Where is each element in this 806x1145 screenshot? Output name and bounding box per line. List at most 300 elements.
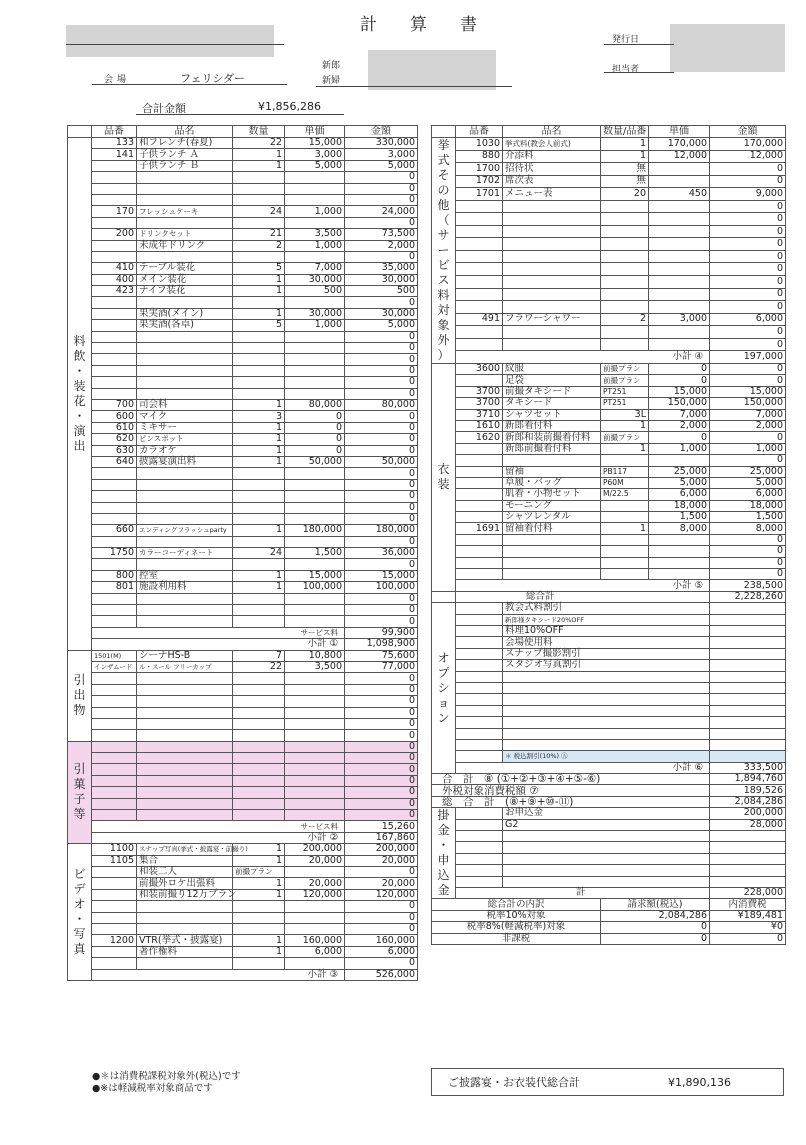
- option-name: 料理10%OFF: [503, 625, 710, 636]
- item-code: 3600: [456, 364, 503, 375]
- item-amount: 18,000: [710, 500, 786, 511]
- item-name: [503, 238, 601, 251]
- subtotal-value: 526,000: [345, 969, 418, 980]
- table-row: [432, 523, 786, 534]
- item-qty: 1: [233, 855, 285, 866]
- item-qty: PB117: [601, 466, 649, 477]
- venue-label: 会場: [104, 75, 131, 85]
- item-name: [137, 764, 233, 775]
- table-row: [68, 183, 418, 194]
- table-row: [68, 946, 418, 957]
- blank: [456, 694, 503, 705]
- item-qty: 20: [601, 188, 649, 201]
- section-label-char: シ: [437, 680, 450, 695]
- table-row: [68, 274, 418, 285]
- item-name: [137, 923, 233, 934]
- item-amount: 15,000: [710, 386, 786, 397]
- section-label: [432, 808, 456, 899]
- note-line: ●※は軽減税率対象商品です: [92, 1083, 213, 1094]
- item-qty: [601, 338, 649, 351]
- blank: [710, 751, 786, 762]
- item-qty: 1: [601, 138, 649, 151]
- item-amount: 0: [345, 559, 418, 570]
- item-unit-price: 6,000: [649, 489, 710, 500]
- section-label-char: オ: [437, 650, 450, 665]
- item-name: 席次表: [503, 175, 601, 188]
- table-row: [432, 455, 786, 466]
- item-amount: 0: [345, 593, 418, 604]
- table-row: [432, 534, 786, 545]
- item-name: [503, 326, 601, 339]
- blank: [456, 648, 503, 659]
- item-code: [92, 354, 137, 365]
- section-label-char: そ: [437, 168, 450, 182]
- item-amount: 0: [710, 175, 786, 188]
- section-label-char: 料: [437, 288, 450, 302]
- item-qty: [601, 512, 649, 523]
- item-qty: 1: [233, 844, 285, 855]
- item-amount: 170,000: [710, 138, 786, 151]
- table-row: [432, 637, 786, 648]
- item-qty: 24: [233, 548, 285, 559]
- blank: [710, 603, 786, 614]
- table-row: [68, 434, 418, 445]
- item-name: 介添料: [503, 150, 601, 163]
- item-code: [92, 320, 137, 331]
- item-qty: 7: [233, 650, 285, 661]
- item-qty: 1: [233, 160, 285, 171]
- item-code: [92, 741, 137, 752]
- item-qty: 1: [233, 935, 285, 946]
- item-unit-price: 1,000: [285, 320, 345, 331]
- item-name: [137, 616, 233, 627]
- item-unit-price: [649, 301, 710, 314]
- note-line: ●＊は消費税課税対象外(税込)です: [92, 1071, 241, 1082]
- item-unit-price: [285, 718, 345, 729]
- table-row: [68, 844, 418, 855]
- deposit-amount: [710, 831, 786, 842]
- option-name: [503, 728, 710, 739]
- section-label-char: 申: [437, 853, 450, 868]
- breakdown-tax: ¥189,481: [710, 910, 786, 921]
- column-header: 単価: [649, 126, 710, 138]
- redacted-couple-names: [368, 50, 496, 90]
- table-row: [68, 878, 418, 889]
- section-label-char: 料: [73, 333, 86, 348]
- item-amount: 0: [710, 238, 786, 251]
- section-label-char: の: [437, 183, 450, 197]
- item-amount: 0: [710, 338, 786, 351]
- service-row: [68, 821, 418, 832]
- redacted-issue-date: [670, 24, 785, 72]
- table-row: [432, 225, 786, 238]
- item-unit-price: 20,000: [285, 855, 345, 866]
- item-name: 新郎着付料: [503, 420, 601, 431]
- item-name: スナップ写真(挙式・披露宴・前撮り): [137, 844, 233, 855]
- item-amount: 180,000: [345, 525, 418, 536]
- table-row: [432, 150, 786, 163]
- item-unit-price: 200,000: [285, 844, 345, 855]
- item-amount: 0: [710, 432, 786, 443]
- item-amount: 0: [345, 718, 418, 729]
- table-row: [68, 889, 418, 900]
- item-code: [92, 867, 137, 878]
- item-amount: 50,000: [345, 456, 418, 467]
- column-header: 品名: [137, 126, 233, 138]
- table-row: [68, 411, 418, 422]
- item-code: [92, 194, 137, 205]
- item-qty: [233, 696, 285, 707]
- item-code: 1702: [456, 175, 503, 188]
- item-amount: 0: [345, 684, 418, 695]
- item-unit-price: [285, 251, 345, 262]
- item-amount: 0: [345, 354, 418, 365]
- item-unit-price: [285, 707, 345, 718]
- item-unit-price: [285, 331, 345, 342]
- item-amount: 2,000: [710, 420, 786, 431]
- item-qty: [233, 536, 285, 547]
- item-unit-price: 0: [649, 375, 710, 386]
- grand-total-box: [431, 1068, 784, 1096]
- right-table: [431, 125, 786, 945]
- table-row: [68, 901, 418, 912]
- item-qty: [233, 331, 285, 342]
- section-label-char: サ: [437, 228, 450, 242]
- item-unit-price: [285, 696, 345, 707]
- deposit-row: [432, 819, 786, 830]
- item-code: [92, 810, 137, 821]
- item-name: 前撮タキシード: [503, 386, 601, 397]
- item-amount: 150,000: [710, 398, 786, 409]
- section-label-char: 込: [437, 868, 450, 883]
- item-amount: 0: [345, 468, 418, 479]
- table-row: [432, 603, 786, 614]
- option-name: [503, 694, 710, 705]
- item-name: [137, 798, 233, 809]
- item-code: [92, 958, 137, 969]
- item-amount: 0: [345, 297, 418, 308]
- item-name: ナイフ装花: [137, 286, 233, 297]
- deposit-amount: [710, 853, 786, 864]
- table-row: [68, 764, 418, 775]
- item-unit-price: 10,800: [285, 650, 345, 661]
- item-name: [137, 331, 233, 342]
- section-label-char: ・: [73, 912, 86, 927]
- item-unit-price: [285, 673, 345, 684]
- table-row: [68, 741, 418, 752]
- breakdown-header-cell: 総合計の内訳: [432, 899, 601, 910]
- item-code: [92, 684, 137, 695]
- deposit-amount: [710, 865, 786, 876]
- table-row: [432, 188, 786, 201]
- item-unit-price: [649, 569, 710, 580]
- section-label-char: 物: [73, 703, 86, 718]
- item-name: 集合: [137, 855, 233, 866]
- item-name: 果実酒(各卓): [137, 320, 233, 331]
- item-amount: 15,000: [345, 570, 418, 581]
- item-unit-price: 500: [285, 286, 345, 297]
- staff-label: 担当者: [612, 65, 640, 75]
- item-code: [92, 878, 137, 889]
- header-row: [68, 126, 418, 138]
- table-row: [68, 206, 418, 217]
- item-name: 子供ランチ Ｂ: [137, 160, 233, 171]
- item-unit-price: [285, 172, 345, 183]
- item-unit-price: [649, 338, 710, 351]
- column-header: 数量: [233, 126, 285, 138]
- item-qty: [601, 225, 649, 238]
- blank: [456, 751, 503, 762]
- item-qty: 1: [601, 443, 649, 454]
- item-name: カラオケ: [137, 445, 233, 456]
- item-qty: [233, 297, 285, 308]
- section-label-char: 菓: [73, 777, 86, 792]
- item-code: [92, 889, 137, 900]
- item-qty: 1: [233, 149, 285, 160]
- item-code: [456, 534, 503, 545]
- summary-row: [432, 796, 786, 807]
- item-unit-price: 0: [285, 411, 345, 422]
- item-unit-price: 1,000: [285, 240, 345, 251]
- item-name: メニュー表: [503, 188, 601, 201]
- item-amount: 6,000: [710, 313, 786, 326]
- item-qty: 5: [233, 263, 285, 274]
- table-row: [432, 682, 786, 693]
- section-label-char: ー: [437, 243, 450, 257]
- item-amount: 0: [710, 301, 786, 314]
- table-row: [432, 660, 786, 671]
- table-row: [68, 308, 418, 319]
- item-amount: 500: [345, 286, 418, 297]
- item-name: ル・スール フリーカップ: [137, 661, 233, 672]
- section-label-char: ン: [437, 710, 450, 725]
- item-unit-price: 1,000: [285, 206, 345, 217]
- item-amount: 0: [345, 901, 418, 912]
- table-row: [68, 605, 418, 616]
- item-unit-price: 0: [649, 432, 710, 443]
- section-label-char: ・: [73, 363, 86, 378]
- item-name: フラワーシャワー: [503, 313, 601, 326]
- item-name: [503, 557, 601, 568]
- column-header: 品名: [503, 126, 601, 138]
- table-row: [432, 728, 786, 739]
- item-unit-price: [285, 502, 345, 513]
- item-name: 留袖着付料: [503, 523, 601, 534]
- blank: [456, 819, 503, 830]
- table-row: [68, 912, 418, 923]
- section-label: [68, 650, 92, 741]
- item-unit-price: 15,000: [285, 570, 345, 581]
- item-qty: [233, 354, 285, 365]
- item-unit-price: [285, 194, 345, 205]
- deposit-name: [503, 853, 710, 864]
- item-code: [92, 491, 137, 502]
- item-name: 草履・バッグ: [503, 477, 601, 488]
- item-unit-price: [649, 213, 710, 226]
- item-code: [456, 443, 503, 454]
- table-row: [68, 172, 418, 183]
- item-amount: 5,000: [345, 160, 418, 171]
- item-name: [137, 479, 233, 490]
- item-amount: 73,500: [345, 229, 418, 240]
- item-qty: [233, 559, 285, 570]
- item-unit-price: [285, 217, 345, 228]
- item-amount: 0: [345, 867, 418, 878]
- section-label-char: 等: [73, 807, 86, 822]
- item-amount: 0: [345, 331, 418, 342]
- column-header: 単価: [285, 126, 345, 138]
- item-code: 423: [92, 286, 137, 297]
- item-amount: 0: [345, 775, 418, 786]
- item-amount: 9,000: [710, 188, 786, 201]
- subtotal-row: [432, 580, 786, 591]
- summary-value: 1,894,760: [710, 774, 786, 785]
- section-label-char: プ: [437, 665, 450, 680]
- item-qty: [233, 958, 285, 969]
- item-qty: [233, 251, 285, 262]
- item-code: [92, 946, 137, 957]
- item-code: 1620: [456, 432, 503, 443]
- table-row: [68, 513, 418, 524]
- item-unit-price: [285, 354, 345, 365]
- item-qty: [233, 491, 285, 502]
- item-name: 施設利用料: [137, 582, 233, 593]
- item-qty: [601, 557, 649, 568]
- item-name: カラーコーディネート: [137, 548, 233, 559]
- item-name: [137, 741, 233, 752]
- table-row: [68, 787, 418, 798]
- deposit-amount: [710, 842, 786, 853]
- item-name: [503, 569, 601, 580]
- item-amount: 0: [345, 251, 418, 262]
- item-code: 200: [92, 229, 137, 240]
- item-code: [456, 213, 503, 226]
- breakdown-header-cell: 請求額(税込): [601, 899, 710, 910]
- table-row: [68, 229, 418, 240]
- item-code: 620: [92, 434, 137, 445]
- table-row: [432, 443, 786, 454]
- item-qty: 1: [233, 286, 285, 297]
- table-row: [432, 288, 786, 301]
- section-label: [68, 741, 92, 844]
- item-name: 未成年ドリンク: [137, 240, 233, 251]
- item-amount: 0: [345, 411, 418, 422]
- option-name: 会場使用料: [503, 637, 710, 648]
- item-amount: 0: [345, 479, 418, 490]
- item-code: 141: [92, 149, 137, 160]
- blank: [456, 614, 503, 625]
- item-name: [137, 593, 233, 604]
- table-row: [68, 616, 418, 627]
- section-label-char: 金: [437, 823, 450, 838]
- item-code: [92, 696, 137, 707]
- item-name: [137, 753, 233, 764]
- subtotal-label: 小計 ④: [456, 351, 710, 364]
- item-code: [456, 276, 503, 289]
- section-label-char: 真: [73, 942, 86, 957]
- blank: [456, 637, 503, 648]
- section-label-char: 演: [73, 423, 86, 438]
- table-row: [68, 935, 418, 946]
- item-qty: 2: [601, 313, 649, 326]
- item-code: [92, 923, 137, 934]
- item-code: [456, 489, 503, 500]
- section-label-char: 出: [73, 438, 86, 453]
- subtotal-value: 1,098,900: [345, 639, 418, 650]
- item-amount: 0: [345, 434, 418, 445]
- item-name: [137, 217, 233, 228]
- section-label-char: 装: [73, 378, 86, 393]
- item-qty: [233, 741, 285, 752]
- item-amount: 0: [710, 534, 786, 545]
- item-code: 660: [92, 525, 137, 536]
- item-amount: 0: [710, 200, 786, 213]
- item-code: [92, 753, 137, 764]
- subtotal-label: 小計 ③: [92, 969, 345, 980]
- table-row: [68, 194, 418, 205]
- section-label-char: 掛: [437, 808, 450, 823]
- item-amount: 0: [345, 787, 418, 798]
- item-name: VTR(挙式・披露宴): [137, 935, 233, 946]
- item-unit-price: [649, 163, 710, 176]
- table-row: [432, 569, 786, 580]
- item-name: 和装前撮り12万プラン: [137, 889, 233, 900]
- groom-label: 新郎: [322, 61, 341, 71]
- item-code: 801: [92, 582, 137, 593]
- item-amount: 0: [710, 250, 786, 263]
- item-name: [137, 912, 233, 923]
- item-unit-price: 1,500: [649, 512, 710, 523]
- item-qty: 1: [233, 946, 285, 957]
- blank: [710, 637, 786, 648]
- item-code: [92, 172, 137, 183]
- item-unit-price: 180,000: [285, 525, 345, 536]
- item-unit-price: [285, 468, 345, 479]
- item-code: [92, 331, 137, 342]
- item-unit-price: [285, 616, 345, 627]
- blank: [710, 625, 786, 636]
- item-qty: [601, 213, 649, 226]
- table-row: [432, 705, 786, 716]
- item-code: 640: [92, 456, 137, 467]
- table-row: [432, 420, 786, 431]
- blank: [432, 591, 456, 602]
- item-code: 1030: [456, 138, 503, 151]
- item-name: [503, 225, 601, 238]
- summary-value: 2,084,286: [710, 796, 786, 807]
- blank: [710, 728, 786, 739]
- item-code: 800: [92, 570, 137, 581]
- option-name: ＊ 税込割引(10%) Ⓐ: [503, 751, 710, 762]
- table-row: [432, 432, 786, 443]
- blank: [710, 739, 786, 750]
- item-name: モーニング: [503, 500, 601, 511]
- item-amount: 100,000: [345, 582, 418, 593]
- item-name: [137, 707, 233, 718]
- item-name: [137, 365, 233, 376]
- item-qty: [233, 513, 285, 524]
- blank: [456, 853, 503, 864]
- deposit-name: [503, 831, 710, 842]
- deposit-amount: [710, 876, 786, 887]
- notes: [92, 1071, 241, 1095]
- item-code: 3710: [456, 409, 503, 420]
- item-code: 410: [92, 263, 137, 274]
- item-name: タキシード: [503, 398, 601, 409]
- blank: [710, 705, 786, 716]
- table-row: [68, 331, 418, 342]
- item-code: [456, 301, 503, 314]
